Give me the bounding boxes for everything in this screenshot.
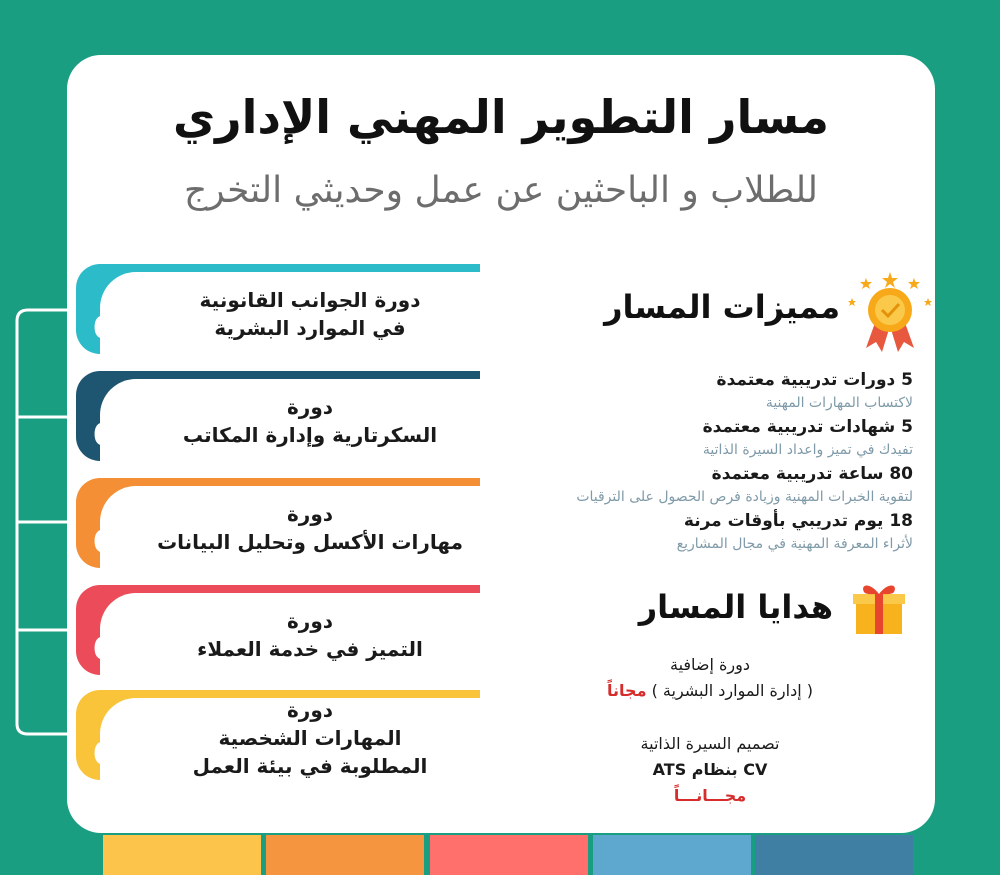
course-title-line: مهارات الأكسل وتحليل البيانات xyxy=(157,530,463,554)
course-title-line: دورة الجوانب القانونية xyxy=(199,288,421,312)
free-label: مجاناً xyxy=(607,681,647,700)
feature-item xyxy=(703,415,913,461)
course-title-line: دورة xyxy=(287,395,334,419)
gift-cv-design xyxy=(560,731,860,809)
feature-heading: 80 ساعة تدريبية معتمدة xyxy=(711,464,913,484)
feature-item xyxy=(576,462,913,508)
feature-subtext: لاكتساب المهارات المهنية xyxy=(765,395,913,411)
course-card-2[interactable] xyxy=(76,371,480,461)
course-title-line: المهارات الشخصية xyxy=(218,726,402,750)
course-title-line: المطلوبة في بيئة العمل xyxy=(192,754,428,778)
gifts-title: هدايا المسار xyxy=(638,588,833,626)
course-title-line: في الموارد البشرية xyxy=(214,316,406,340)
color-strip xyxy=(755,835,913,875)
gift-line: CV بنظام ATS xyxy=(652,760,768,779)
gift-course-name: ( إدارة الموارد البشرية ) xyxy=(651,681,813,700)
color-strip xyxy=(266,835,424,875)
feature-item xyxy=(677,509,913,555)
course-card-3[interactable] xyxy=(76,478,480,568)
feature-heading: 5 دورات تدريبية معتمدة xyxy=(716,370,913,390)
course-title xyxy=(156,278,464,350)
medal-icon xyxy=(846,270,934,356)
course-title xyxy=(156,599,464,671)
course-number: 04 xyxy=(93,632,137,667)
gift-extra-course xyxy=(560,652,860,704)
course-card-1[interactable] xyxy=(76,264,480,354)
feature-subtext: لأثراء المعرفة المهنية في مجال المشاريع xyxy=(676,536,913,552)
features-title: مميزات المسار xyxy=(604,288,840,326)
course-number: 01 xyxy=(93,311,137,346)
course-title xyxy=(156,700,464,776)
course-title-line: دورة xyxy=(287,698,334,722)
course-title-line: التميز في خدمة العملاء xyxy=(197,637,423,661)
course-title-line: دورة xyxy=(287,502,334,526)
course-number: 05 xyxy=(93,737,137,772)
feature-heading: 18 يوم تدريبي بأوقات مرنة xyxy=(683,511,913,531)
feature-subtext: تفيدك في تميز واعداد السيرة الذاتية xyxy=(702,442,913,458)
course-title-line: السكرتارية وإدارة المكاتب xyxy=(182,423,438,447)
free-label: مجـــانـــاً xyxy=(673,786,747,805)
gift-line xyxy=(560,678,860,704)
course-card-4[interactable] xyxy=(76,585,480,675)
page-subtitle: للطلاب و الباحثين عن عمل وحديثي التخرج xyxy=(183,170,819,211)
course-card-5[interactable] xyxy=(76,690,480,780)
color-strip xyxy=(430,835,588,875)
course-title xyxy=(156,492,464,564)
gift-line: تصميم السيرة الذاتية xyxy=(640,734,780,753)
color-strip xyxy=(593,835,751,875)
course-title-line: دورة xyxy=(287,609,334,633)
feature-subtext: لتقوية الخبرات المهنية وزيادة فرص الحصول على الترقيات xyxy=(576,489,913,505)
color-strip xyxy=(103,835,261,875)
page-title: مسار التطوير المهني الإداري xyxy=(172,90,830,144)
course-number: 03 xyxy=(93,525,137,560)
course-number: 02 xyxy=(93,418,137,453)
feature-heading: 5 شهادات تدريبية معتمدة xyxy=(702,417,913,437)
gift-line: دورة إضافية xyxy=(669,655,750,674)
course-title xyxy=(156,385,464,457)
gift-icon xyxy=(850,578,908,636)
feature-item xyxy=(717,368,913,414)
